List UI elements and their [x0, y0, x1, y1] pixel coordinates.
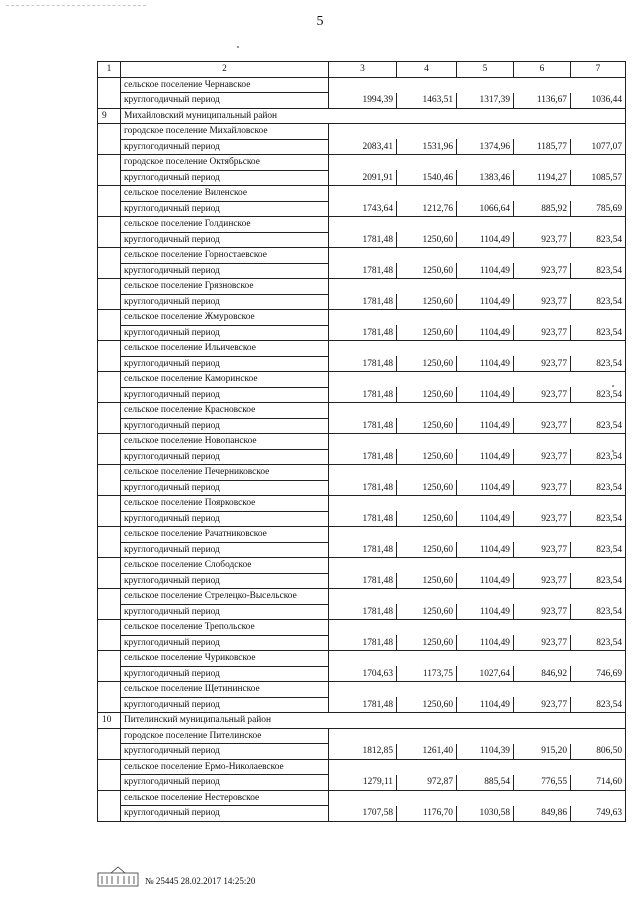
row-index	[98, 124, 121, 155]
period-label: круглогодичный период	[121, 775, 329, 791]
row-index: 10	[98, 713, 121, 729]
tariff-value: 885,92	[514, 201, 571, 217]
period-label: круглогодичный период	[121, 294, 329, 310]
tariff-value: 1085,57	[571, 170, 626, 186]
blank-values	[329, 217, 626, 233]
tariff-value: 823,54	[571, 573, 626, 589]
tariff-value: 1704,63	[329, 666, 397, 682]
tariff-value: 823,54	[571, 511, 626, 527]
tariff-value: 1250,60	[397, 542, 457, 558]
settlement-row	[98, 434, 626, 450]
tariff-value: 1374,96	[457, 139, 514, 155]
blank-values	[329, 651, 626, 667]
settlement-name: сельское поселение Ильичевское	[121, 341, 329, 357]
blank-values	[329, 124, 626, 140]
tariff-value: 823,54	[571, 325, 626, 341]
tariff-value: 1104,49	[457, 294, 514, 310]
tariff-value: 1185,77	[514, 139, 571, 155]
blank-values	[329, 434, 626, 450]
tariff-value: 1027,64	[457, 666, 514, 682]
settlement-name: сельское поселение Печерниковское	[121, 465, 329, 481]
tariff-value: 749,63	[571, 806, 626, 822]
period-label: круглогодичный период	[121, 325, 329, 341]
settlement-name: сельское поселение Голдинское	[121, 217, 329, 233]
settlement-name: сельское поселение Нестеровское	[121, 790, 329, 806]
period-row	[98, 170, 626, 186]
settlement-row	[98, 465, 626, 481]
district-row	[98, 713, 626, 729]
tariff-value: 823,54	[571, 480, 626, 496]
tariff-value: 1250,60	[397, 635, 457, 651]
row-index	[98, 341, 121, 372]
settlement-name: сельское поселение Щетининское	[121, 682, 329, 698]
tariff-value: 1250,60	[397, 294, 457, 310]
tariff-value: 746,69	[571, 666, 626, 682]
tariff-value: 1743,64	[329, 201, 397, 217]
tariff-value: 1104,49	[457, 325, 514, 341]
tariff-value: 1250,60	[397, 356, 457, 372]
settlement-name: городское поселение Пителинское	[121, 728, 329, 744]
row-index	[98, 651, 121, 682]
settlement-name: сельское поселение Каморинское	[121, 372, 329, 388]
settlement-row	[98, 341, 626, 357]
row-index	[98, 620, 121, 651]
tariff-value: 1279,11	[329, 775, 397, 791]
tariff-value: 1136,67	[514, 93, 571, 109]
district-name: Михайловский муниципальный район	[121, 108, 626, 124]
tariff-value: 1250,60	[397, 418, 457, 434]
settlement-name: городское поселение Октябрьское	[121, 155, 329, 171]
period-label: круглогодичный период	[121, 744, 329, 760]
period-row	[98, 325, 626, 341]
row-index	[98, 279, 121, 310]
blank-values	[329, 728, 626, 744]
period-row	[98, 573, 626, 589]
tariff-value: 923,77	[514, 635, 571, 651]
period-row	[98, 666, 626, 682]
scan-speck	[237, 46, 239, 48]
tariff-value: 1781,48	[329, 635, 397, 651]
tariff-value: 1104,49	[457, 542, 514, 558]
blank-values	[329, 558, 626, 574]
tariff-value: 1250,60	[397, 325, 457, 341]
tariff-value: 1104,49	[457, 263, 514, 279]
blank-values	[329, 620, 626, 636]
blank-values	[329, 248, 626, 264]
tariff-value: 923,77	[514, 480, 571, 496]
scan-artifact-line	[6, 5, 146, 6]
tariff-value: 1104,49	[457, 387, 514, 403]
tariff-value: 1781,48	[329, 387, 397, 403]
tariff-value: 923,77	[514, 573, 571, 589]
tariff-value: 1781,48	[329, 294, 397, 310]
building-seal-icon	[97, 865, 139, 887]
tariff-value: 1212,76	[397, 201, 457, 217]
settlement-name: сельское поселение Новопанское	[121, 434, 329, 450]
tariff-value: 1781,48	[329, 573, 397, 589]
blank-values	[329, 372, 626, 388]
tariff-value: 1250,60	[397, 263, 457, 279]
settlement-row	[98, 124, 626, 140]
tariff-value: 923,77	[514, 263, 571, 279]
tariff-value: 785,69	[571, 201, 626, 217]
tariff-value: 1250,60	[397, 604, 457, 620]
settlement-row	[98, 790, 626, 806]
blank-values	[329, 496, 626, 512]
period-row	[98, 139, 626, 155]
column-header: 1	[98, 62, 121, 78]
settlement-row	[98, 403, 626, 419]
tariff-value: 776,55	[514, 775, 571, 791]
blank-values	[329, 155, 626, 171]
stamp-number-date: № 25445 28.02.2017 14:25:20	[145, 876, 256, 886]
tariff-value: 1250,60	[397, 387, 457, 403]
row-index	[98, 558, 121, 589]
row-index	[98, 217, 121, 248]
period-row	[98, 511, 626, 527]
tariff-value: 1781,48	[329, 697, 397, 713]
row-index	[98, 759, 121, 790]
settlement-name: сельское поселение Жмуровское	[121, 310, 329, 326]
tariff-value: 806,50	[571, 744, 626, 760]
tariff-value: 923,77	[514, 232, 571, 248]
tariff-value: 1781,48	[329, 356, 397, 372]
tariff-value: 1250,60	[397, 573, 457, 589]
period-row	[98, 775, 626, 791]
settlement-row	[98, 77, 626, 93]
settlement-name: сельское поселение Рачатниковское	[121, 527, 329, 543]
blank-values	[329, 790, 626, 806]
period-row	[98, 93, 626, 109]
tariff-value: 923,77	[514, 542, 571, 558]
tariff-value: 923,77	[514, 325, 571, 341]
district-row	[98, 108, 626, 124]
blank-values	[329, 186, 626, 202]
tariff-value: 1781,48	[329, 263, 397, 279]
tariff-value: 1104,49	[457, 449, 514, 465]
tariff-value: 846,92	[514, 666, 571, 682]
tariff-value: 1194,27	[514, 170, 571, 186]
tariff-value: 1066,64	[457, 201, 514, 217]
tariff-value: 1250,60	[397, 449, 457, 465]
tariff-value: 823,54	[571, 418, 626, 434]
column-header: 3	[329, 62, 397, 78]
period-label: круглогодичный период	[121, 263, 329, 279]
tariff-value: 1707,58	[329, 806, 397, 822]
row-index	[98, 790, 121, 821]
blank-values	[329, 589, 626, 605]
column-header: 4	[397, 62, 457, 78]
period-label: круглогодичный период	[121, 604, 329, 620]
blank-values	[329, 77, 626, 93]
period-row	[98, 744, 626, 760]
settlement-name: сельское поселение Ермо-Николаевское	[121, 759, 329, 775]
period-row	[98, 356, 626, 372]
period-label: круглогодичный период	[121, 387, 329, 403]
tariff-value: 1781,48	[329, 604, 397, 620]
settlement-name: сельское поселение Виленское	[121, 186, 329, 202]
tariff-value: 1781,48	[329, 232, 397, 248]
period-label: круглогодичный период	[121, 418, 329, 434]
tariff-value: 823,54	[571, 542, 626, 558]
row-index	[98, 155, 121, 186]
settlement-row	[98, 527, 626, 543]
tariff-value: 1104,49	[457, 511, 514, 527]
period-row	[98, 806, 626, 822]
settlement-row	[98, 759, 626, 775]
tariff-value: 1104,49	[457, 232, 514, 248]
tariff-value: 1781,48	[329, 325, 397, 341]
row-index	[98, 248, 121, 279]
tariff-value: 1250,60	[397, 232, 457, 248]
tariff-value: 923,77	[514, 418, 571, 434]
row-index	[98, 496, 121, 527]
settlement-name: сельское поселение Чуриковское	[121, 651, 329, 667]
settlement-row	[98, 186, 626, 202]
row-index	[98, 186, 121, 217]
column-header: 2	[121, 62, 329, 78]
tariff-value: 823,54	[571, 697, 626, 713]
period-row	[98, 418, 626, 434]
tariff-value: 1104,49	[457, 480, 514, 496]
blank-values	[329, 682, 626, 698]
blank-values	[329, 279, 626, 295]
settlement-row	[98, 279, 626, 295]
settlement-name: сельское поселение Стрелецко-Высельское	[121, 589, 329, 605]
tariff-value: 923,77	[514, 449, 571, 465]
tariff-value: 1781,48	[329, 480, 397, 496]
blank-values	[329, 310, 626, 326]
period-label: круглогодичный период	[121, 697, 329, 713]
tariff-value: 1077,07	[571, 139, 626, 155]
registration-stamp	[97, 865, 255, 887]
tariff-value: 923,77	[514, 294, 571, 310]
settlement-row	[98, 248, 626, 264]
page-number: 5	[316, 14, 324, 29]
tariff-value: 823,54	[571, 294, 626, 310]
settlement-name: сельское поселение Поярковское	[121, 496, 329, 512]
period-label: круглогодичный период	[121, 356, 329, 372]
tariff-value: 1104,39	[457, 744, 514, 760]
period-label: круглогодичный период	[121, 139, 329, 155]
tariff-value: 1994,39	[329, 93, 397, 109]
settlement-row	[98, 310, 626, 326]
tariff-value: 1104,49	[457, 418, 514, 434]
blank-values	[329, 759, 626, 775]
period-label: круглогодичный период	[121, 449, 329, 465]
tariff-value: 1781,48	[329, 449, 397, 465]
tariff-value: 823,54	[571, 449, 626, 465]
column-header: 6	[514, 62, 571, 78]
blank-values	[329, 341, 626, 357]
tariff-value: 823,54	[571, 604, 626, 620]
row-index	[98, 465, 121, 496]
tariff-value: 1250,60	[397, 480, 457, 496]
tariff-value: 823,54	[571, 635, 626, 651]
tariff-value: 1261,40	[397, 744, 457, 760]
tariff-value: 923,77	[514, 387, 571, 403]
tariff-table	[97, 61, 626, 822]
period-label: круглогодичный период	[121, 170, 329, 186]
settlement-row	[98, 728, 626, 744]
tariff-value: 1104,49	[457, 573, 514, 589]
tariff-value: 1463,51	[397, 93, 457, 109]
tariff-value: 923,77	[514, 356, 571, 372]
period-row	[98, 604, 626, 620]
period-label: круглогодичный период	[121, 666, 329, 682]
tariff-value: 1781,48	[329, 418, 397, 434]
tariff-value: 1781,48	[329, 542, 397, 558]
row-index: 9	[98, 108, 121, 124]
settlement-row	[98, 682, 626, 698]
period-label: круглогодичный период	[121, 232, 329, 248]
period-row	[98, 635, 626, 651]
tariff-value: 1173,75	[397, 666, 457, 682]
settlement-name: сельское поселение Красновское	[121, 403, 329, 419]
row-index	[98, 403, 121, 434]
tariff-value: 1250,60	[397, 511, 457, 527]
period-row	[98, 542, 626, 558]
tariff-value: 1104,49	[457, 697, 514, 713]
tariff-value: 2083,41	[329, 139, 397, 155]
period-label: круглогодичный период	[121, 573, 329, 589]
settlement-name: городское поселение Михайловское	[121, 124, 329, 140]
row-index	[98, 310, 121, 341]
tariff-value: 1176,70	[397, 806, 457, 822]
tariff-value: 915,20	[514, 744, 571, 760]
tariff-value: 923,77	[514, 604, 571, 620]
tariff-value: 1531,96	[397, 139, 457, 155]
settlement-row	[98, 589, 626, 605]
settlement-name: сельское поселение Грязновское	[121, 279, 329, 295]
settlement-row	[98, 155, 626, 171]
period-row	[98, 449, 626, 465]
tariff-value: 1104,49	[457, 635, 514, 651]
period-label: круглогодичный период	[121, 511, 329, 527]
tariff-value: 1383,46	[457, 170, 514, 186]
column-header: 7	[571, 62, 626, 78]
settlement-row	[98, 217, 626, 233]
settlement-row	[98, 558, 626, 574]
tariff-value: 1250,60	[397, 697, 457, 713]
blank-values	[329, 403, 626, 419]
tariff-value: 823,54	[571, 356, 626, 372]
tariff-value: 1030,58	[457, 806, 514, 822]
settlement-name: сельское поселение Слободское	[121, 558, 329, 574]
tariff-value: 1317,39	[457, 93, 514, 109]
row-index	[98, 527, 121, 558]
settlement-row	[98, 496, 626, 512]
tariff-value: 923,77	[514, 697, 571, 713]
period-row	[98, 232, 626, 248]
row-index	[98, 372, 121, 403]
settlement-name: сельское поселение Трепольское	[121, 620, 329, 636]
period-row	[98, 480, 626, 496]
tariff-value: 1104,49	[457, 356, 514, 372]
period-row	[98, 294, 626, 310]
tariff-value: 1036,44	[571, 93, 626, 109]
tariff-value: 823,54	[571, 387, 626, 403]
tariff-value: 2091,91	[329, 170, 397, 186]
period-label: круглогодичный период	[121, 542, 329, 558]
blank-values	[329, 465, 626, 481]
row-index	[98, 434, 121, 465]
tariff-value: 823,54	[571, 232, 626, 248]
settlement-name: сельское поселение Горностаевское	[121, 248, 329, 264]
period-label: круглогодичный период	[121, 201, 329, 217]
settlement-row	[98, 372, 626, 388]
row-index	[98, 728, 121, 759]
tariff-value: 1781,48	[329, 511, 397, 527]
row-index	[98, 589, 121, 620]
period-row	[98, 697, 626, 713]
blank-values	[329, 527, 626, 543]
row-index	[98, 77, 121, 108]
tariff-value: 885,54	[457, 775, 514, 791]
tariff-value: 923,77	[514, 511, 571, 527]
tariff-value: 1812,85	[329, 744, 397, 760]
period-label: круглогодичный период	[121, 480, 329, 496]
settlement-row	[98, 620, 626, 636]
tariff-value: 714,60	[571, 775, 626, 791]
period-label: круглогодичный период	[121, 806, 329, 822]
period-row	[98, 263, 626, 279]
tariff-value: 972,87	[397, 775, 457, 791]
tariff-value: 823,54	[571, 263, 626, 279]
period-label: круглогодичный период	[121, 635, 329, 651]
period-row	[98, 201, 626, 217]
tariff-value: 849,86	[514, 806, 571, 822]
settlement-row	[98, 651, 626, 667]
row-index	[98, 682, 121, 713]
settlement-name: сельское поселение Чернавское	[121, 77, 329, 93]
period-label: круглогодичный период	[121, 93, 329, 109]
district-name: Пителинский муниципальный район	[121, 713, 626, 729]
tariff-value: 1540,46	[397, 170, 457, 186]
tariff-value: 1104,49	[457, 604, 514, 620]
period-row	[98, 387, 626, 403]
table-header-row	[98, 62, 626, 78]
column-header: 5	[457, 62, 514, 78]
